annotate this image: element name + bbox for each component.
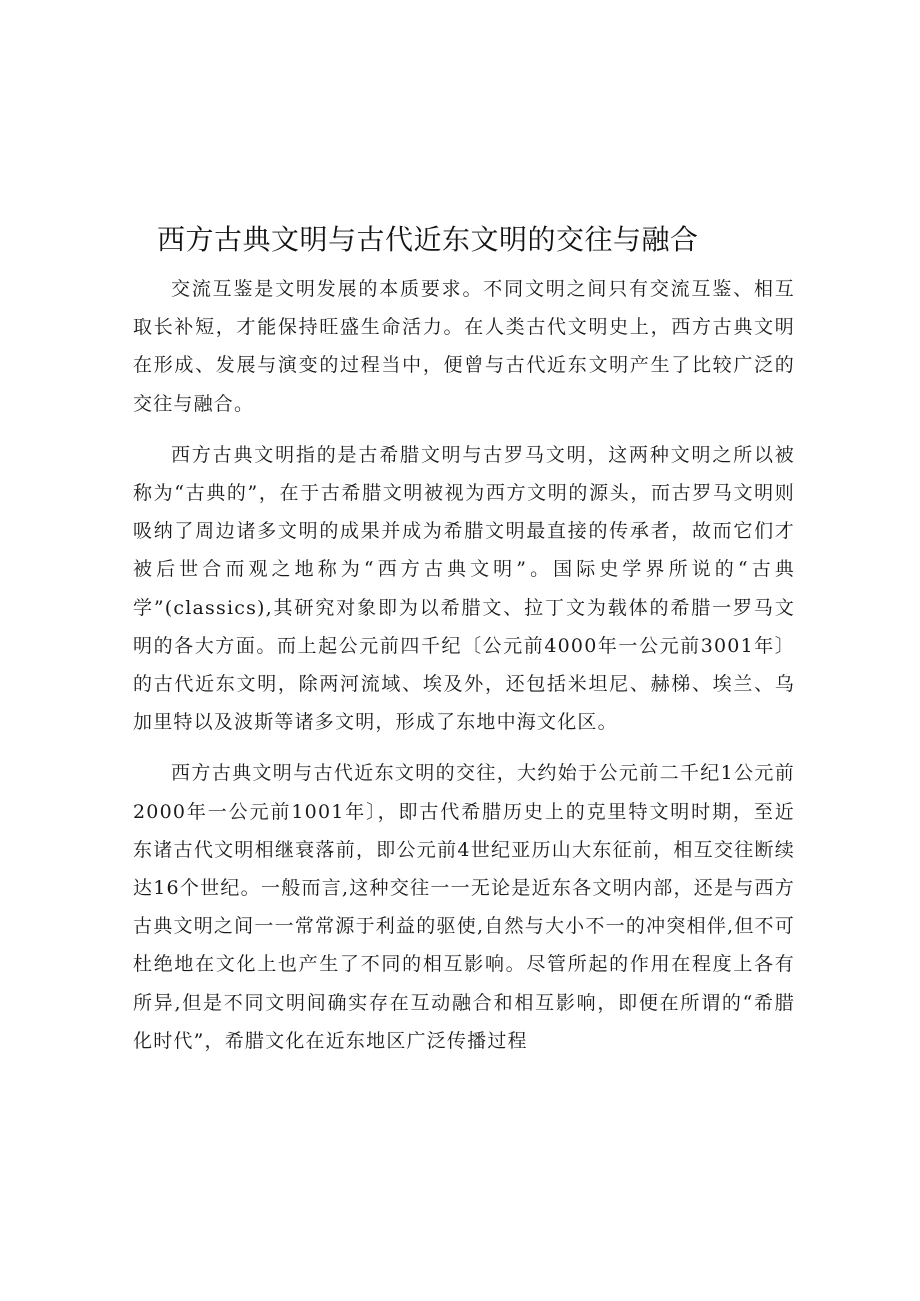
paragraph-2: 西方古典文明指的是古希腊文明与古罗马文明，这两种文明之所以被称为“古典的”，在于古希腊文明被视为西方文明的源头，而古罗马文明则吸纳了周边诸多文明的成果并成为希腊文明最直接的传承者，故而它们才被后世合而观之地称为“西方古典文明”。国际史学界所说的“古典学”(classics),其研究对象即为以希腊文、拉丁文为载体的希腊一罗马文明的各大方面。而上起公元前四千纪〔公元前4000年一公元前3001年〕的古代近东文明，除两河流域、埃及外，还包括米坦尼、赫梯、埃兰、乌加里特以及波斯等诸多文明，形成了东地中海文化区。	[133, 443, 795, 734]
document-body	[133, 270, 795, 1060]
paragraph-3: 西方古典文明与古代近东文明的交往，大约始于公元前二千纪1公元前2000年一公元前1001年〕，即古代希腊历史上的克里特文明时期，至近东诸古代文明相继衰落前，即公元前4世纪亚历山大东征前，相互交往断续达16个世纪。一般而言,这种交往一一无论是近东各文明内部，还是与西方古典文明之间一一常常源于利益的驱使,自然与大小不一的冲突相伴,但不可杜绝地在文化上也产生了不同的相互影响。尽管所起的作用在程度上各有所异,但是不同文明间确实存在互动融合和相互影响，即便在所谓的“希腊化时代”，希腊文化在近东地区广泛传播过程	[133, 762, 795, 1052]
paragraph-1: 交流互鉴是文明发展的本质要求。不同文明之间只有交流互鉴、相互取长补短，才能保持旺盛生命活力。在人类古代文明史上，西方古典文明在形成、发展与演变的过程当中，便曾与古代近东文明产生了比较广泛的交往与融合。	[133, 278, 795, 415]
document-title: 西方古典文明与古代近东文明的交往与融合	[157, 223, 699, 256]
